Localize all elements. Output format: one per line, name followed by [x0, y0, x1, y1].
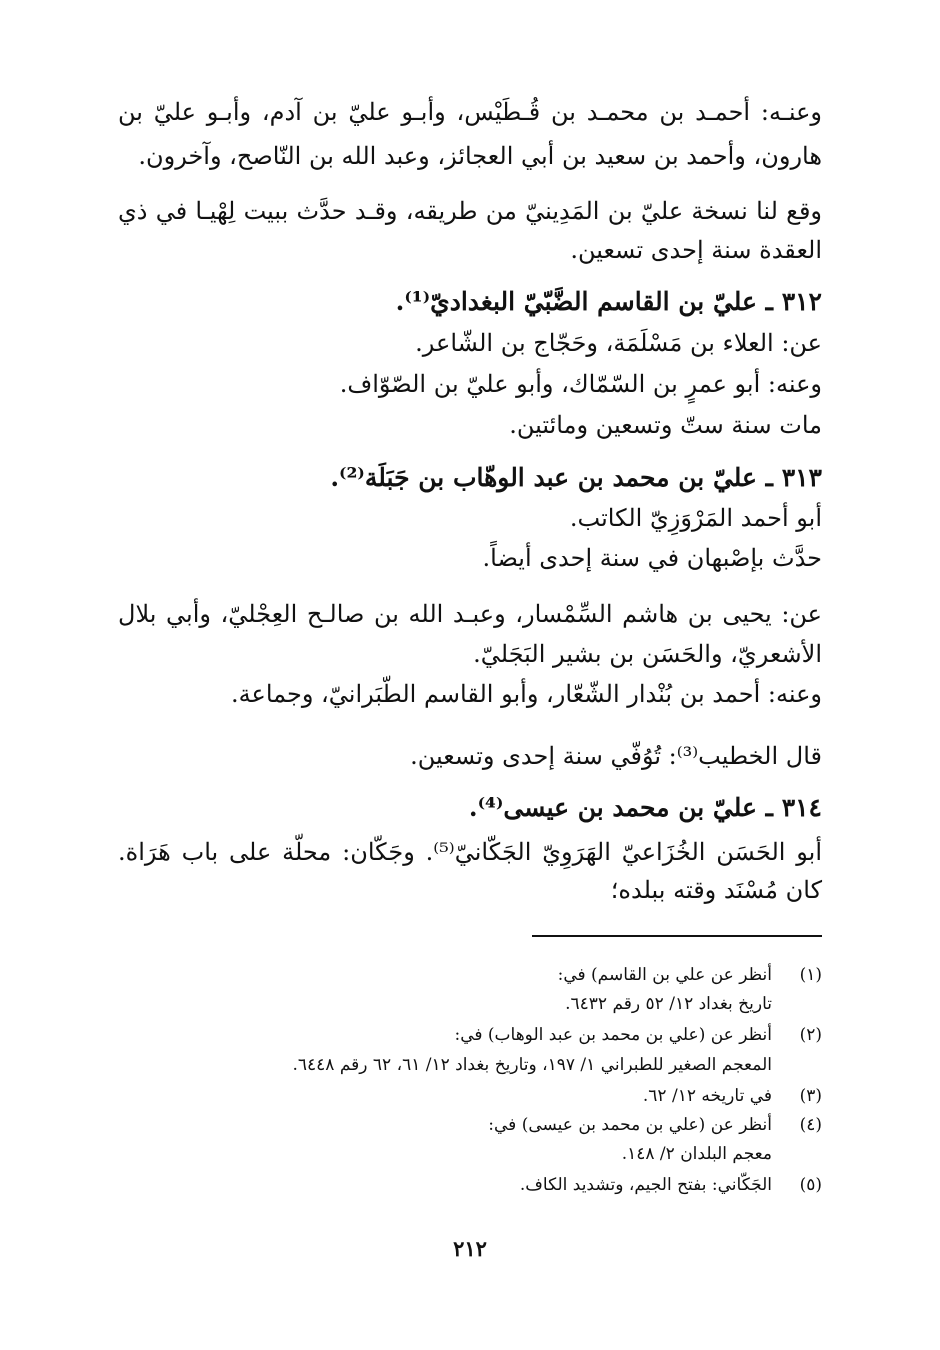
paragraph-line: العقدة سنة إحدى تسعين.: [570, 236, 822, 264]
entry-heading-313: ٣١٣ ـ عليّ بن محمد بن عبد الوهّاب بن جَبَلَة⁽²⁾.: [330, 463, 822, 492]
entry-line: وعنه: أحمد بن بُنْدار الشّعّار، وأبو القاسم الطّبَرانيّ، وجماعة.: [231, 680, 822, 708]
footnote-number: (٣): [799, 1086, 822, 1106]
entry-line: حدَّث بإصْبهان في سنة إحدى أيضاً.: [482, 544, 822, 572]
footnote-text: أنظر عن علي بن القاسم) في:: [557, 965, 772, 985]
paragraph-line: وقع لنا نسخة عليّ بن المَدِينيّ من طريقه، وقـد حدَّث ببيت لِهْيـا في ذي: [118, 197, 822, 225]
footnote-text: أنظر عن (علي بن محمد بن عيسى) في:: [488, 1115, 772, 1135]
footnote-separator: [532, 935, 822, 937]
footnote-text: تاريخ بغداد ١٢/ ٥٢ رقم ٦٤٣٢.: [565, 994, 772, 1014]
paragraph-line: هارون، وأحمد بن سعيد بن أبي العجائز، وعبد الله بن النّاصح، وآخرون.: [138, 142, 822, 170]
entry-line: عن: العلاء بن مَسْلَمَة، وحَجّاج بن الشّاعر.: [415, 329, 822, 357]
footnote-text: المعجم الصغير للطبراني ١/ ١٩٧، وتاريخ بغداد ١٢/ ٦١، ٦٢ رقم ٦٤٤٨.: [292, 1055, 772, 1075]
paragraph-line: وعنـه: أحمـد بن محمـد بن قُـطَيْس، وأبـو عليّ بن آدم، وأبـو عليّ بن: [118, 98, 822, 126]
entry-line: وعنه: أبو عمرٍ بن السّمّاك، وأبو عليّ بن الصّوّاف.: [339, 370, 822, 398]
entry-line: مات سنة ستّ وتسعين ومائتين.: [509, 411, 822, 439]
entry-line: الأشعريّ، والحَسَن بن بشير البَجَليّ.: [473, 640, 822, 668]
footnote-number: (٢): [799, 1025, 822, 1045]
entry-line: أبو أحمد المَرْوَزِيّ الكاتب.: [569, 504, 822, 532]
entry-line: عن: يحيى بن هاشم السِّمْسار، وعبـد الله بن صالـح العِجْليّ، وأبي بلال: [118, 600, 822, 628]
entry-heading-312: ٣١٢ ـ عليّ بن القاسم الضَّبّيّ البغداديّ⁽¹⁾.: [395, 287, 822, 316]
footnote-number: (٥): [799, 1175, 822, 1195]
entry-line: قال الخطيب⁽³⁾: تُوُفّي سنة إحدى وتسعين.: [410, 742, 822, 770]
entry-line: كان مُسْنَد وقته ببلده؛: [610, 876, 822, 904]
entry-line: أبو الحَسَن الخُزَاعيّ الهَرَوِيّ الجَكّانيّ⁽⁵⁾. وجَكّان: محلّة على باب هَرَاة.: [118, 838, 823, 866]
footnote-text: الجَكّاني: بفتح الجيم، وتشديد الكاف.: [519, 1175, 772, 1195]
footnote-number: (٤): [799, 1115, 822, 1135]
page-number: ٢١٢: [453, 1236, 487, 1261]
footnote-number: (١): [799, 965, 822, 985]
footnote-text: أنظر عن (علي بن محمد بن عبد الوهاب) في:: [454, 1025, 772, 1045]
footnote-text: في تاريخه ١٢/ ٦٢.: [642, 1086, 772, 1106]
entry-heading-314: ٣١٤ ـ عليّ بن محمد بن عيسى⁽⁴⁾.: [468, 793, 822, 822]
footnote-text: معجم البلدان ٢/ ١٤٨.: [621, 1144, 772, 1164]
